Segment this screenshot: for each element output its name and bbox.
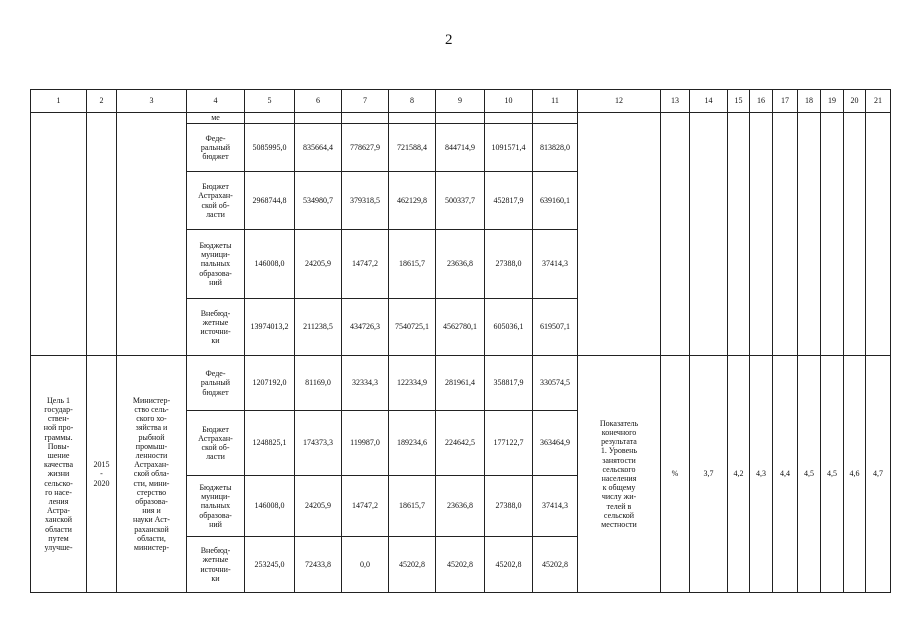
empty-cell <box>389 113 436 124</box>
amount-total: 1207192,0 <box>245 356 295 411</box>
amount-2020: 813828,0 <box>533 124 578 172</box>
col-num-11: 11 <box>533 90 578 113</box>
col-num-6: 6 <box>295 90 342 113</box>
col-num-3: 3 <box>117 90 187 113</box>
col-num-13: 13 <box>661 90 690 113</box>
top-goal-cell <box>31 113 87 356</box>
executor-text: Министер- ство сель- ского хо- зяйства и рыбной промыш- ленности Астрахан- ской обла- сти, мини- стерство образова- ния и науки Аст- раханской области, министер- <box>117 356 187 593</box>
amount-2015: 24205,9 <box>295 230 342 299</box>
amount-2016: 778627,9 <box>342 124 389 172</box>
amount-2020: 45202,8 <box>533 537 578 593</box>
top-value-cell <box>750 113 773 356</box>
col-num-5: 5 <box>245 90 295 113</box>
amount-total: 13974013,2 <box>245 299 295 356</box>
funding-source: Внебюд- жетные источни- ки <box>187 299 245 356</box>
amount-2019: 452817,9 <box>485 172 533 230</box>
amount-2017: 18615,7 <box>389 230 436 299</box>
amount-2020: 37414,3 <box>533 230 578 299</box>
amount-2016: 119987,0 <box>342 411 389 476</box>
unit-text: % <box>661 356 690 593</box>
col-num-19: 19 <box>821 90 844 113</box>
amount-2016: 379318,5 <box>342 172 389 230</box>
amount-2016: 0,0 <box>342 537 389 593</box>
indicator-text: Показатель конечного результата 1. Уровень занятости сельского населения к общему числу жи- телей в сельской местности <box>578 356 661 593</box>
amount-2015: 174373,3 <box>295 411 342 476</box>
goal-row-federal <box>31 356 891 411</box>
continuation-row <box>31 113 891 124</box>
amount-2015: 72433,8 <box>295 537 342 593</box>
amount-total: 2968744,8 <box>245 172 295 230</box>
empty-cell <box>342 113 389 124</box>
col-num-2: 2 <box>87 90 117 113</box>
top-value-cell <box>821 113 844 356</box>
amount-2018: 4562780,1 <box>436 299 485 356</box>
col-num-21: 21 <box>866 90 891 113</box>
top-value-cell <box>773 113 798 356</box>
empty-cell <box>533 113 578 124</box>
funding-source: Феде- ральный бюджет <box>187 356 245 411</box>
amount-2020: 619507,1 <box>533 299 578 356</box>
col-num-10: 10 <box>485 90 533 113</box>
indicator-2017: 4,4 <box>773 356 798 593</box>
col-num-7: 7 <box>342 90 389 113</box>
col-num-1: 1 <box>31 90 87 113</box>
amount-2019: 177122,7 <box>485 411 533 476</box>
amount-2020: 37414,3 <box>533 476 578 537</box>
funding-source: Бюджет Астрахан- ской об- ласти <box>187 172 245 230</box>
amount-2019: 45202,8 <box>485 537 533 593</box>
amount-2016: 14747,2 <box>342 476 389 537</box>
amount-2016: 14747,2 <box>342 230 389 299</box>
top-value-cell <box>690 113 728 356</box>
amount-2019: 605036,1 <box>485 299 533 356</box>
top-indicator-cell <box>578 113 661 356</box>
amount-2015: 24205,9 <box>295 476 342 537</box>
page-number: 2 <box>445 32 453 48</box>
amount-2017: 721588,4 <box>389 124 436 172</box>
column-number-row <box>31 90 891 113</box>
continuation-text: ме <box>187 113 245 124</box>
funding-source: Внебюд- жетные источни- ки <box>187 537 245 593</box>
amount-2020: 330574,5 <box>533 356 578 411</box>
amount-2019: 27388,0 <box>485 476 533 537</box>
col-num-9: 9 <box>436 90 485 113</box>
top-period-cell <box>87 113 117 356</box>
amount-2016: 32334,3 <box>342 356 389 411</box>
amount-2018: 500337,7 <box>436 172 485 230</box>
goal-text: Цель 1 государ- ствен- ной про- граммы. Повы- шение качества жизни сельско- го насе- ления Астра- ханской области путем улучше- <box>31 356 87 593</box>
amount-2018: 23636,8 <box>436 476 485 537</box>
amount-2015: 835664,4 <box>295 124 342 172</box>
empty-cell <box>436 113 485 124</box>
amount-2017: 18615,7 <box>389 476 436 537</box>
empty-cell <box>485 113 533 124</box>
indicator-base: 3,7 <box>690 356 728 593</box>
amount-2019: 358817,9 <box>485 356 533 411</box>
col-num-18: 18 <box>798 90 821 113</box>
indicator-2016: 4,3 <box>750 356 773 593</box>
amount-2016: 434726,3 <box>342 299 389 356</box>
amount-2015: 211238,5 <box>295 299 342 356</box>
empty-cell <box>245 113 295 124</box>
amount-2018: 224642,5 <box>436 411 485 476</box>
top-value-cell <box>866 113 891 356</box>
amount-total: 253245,0 <box>245 537 295 593</box>
amount-2015: 534980,7 <box>295 172 342 230</box>
col-num-8: 8 <box>389 90 436 113</box>
top-unit-cell <box>661 113 690 356</box>
indicator-2020: 4,6 <box>844 356 866 593</box>
amount-2018: 281961,4 <box>436 356 485 411</box>
amount-total: 1248825,1 <box>245 411 295 476</box>
indicator-2019: 4,5 <box>821 356 844 593</box>
funding-source: Бюджеты муници- пальных образова- ний <box>187 476 245 537</box>
empty-cell <box>295 113 342 124</box>
amount-2018: 23636,8 <box>436 230 485 299</box>
amount-2017: 45202,8 <box>389 537 436 593</box>
amount-total: 146008,0 <box>245 476 295 537</box>
amount-2015: 81169,0 <box>295 356 342 411</box>
col-num-12: 12 <box>578 90 661 113</box>
col-num-20: 20 <box>844 90 866 113</box>
amount-2020: 639160,1 <box>533 172 578 230</box>
program-table <box>30 89 891 593</box>
period-text: 2015 - 2020 <box>87 356 117 593</box>
top-value-cell <box>844 113 866 356</box>
amount-2017: 7540725,1 <box>389 299 436 356</box>
col-num-15: 15 <box>728 90 750 113</box>
amount-2020: 363464,9 <box>533 411 578 476</box>
amount-2019: 27388,0 <box>485 230 533 299</box>
amount-total: 146008,0 <box>245 230 295 299</box>
col-num-4: 4 <box>187 90 245 113</box>
amount-2017: 189234,6 <box>389 411 436 476</box>
col-num-16: 16 <box>750 90 773 113</box>
funding-source: Феде- ральный бюджет <box>187 124 245 172</box>
top-value-cell <box>798 113 821 356</box>
indicator-2021: 4,7 <box>866 356 891 593</box>
amount-2018: 844714,9 <box>436 124 485 172</box>
col-num-17: 17 <box>773 90 798 113</box>
amount-2017: 122334,9 <box>389 356 436 411</box>
amount-2019: 1091571,4 <box>485 124 533 172</box>
amount-2018: 45202,8 <box>436 537 485 593</box>
funding-source: Бюджеты муници- пальных образова- ний <box>187 230 245 299</box>
col-num-14: 14 <box>690 90 728 113</box>
top-value-cell <box>728 113 750 356</box>
top-executor-cell <box>117 113 187 356</box>
amount-total: 5085995,0 <box>245 124 295 172</box>
funding-source: Бюджет Астрахан- ской об- ласти <box>187 411 245 476</box>
indicator-2018: 4,5 <box>798 356 821 593</box>
indicator-2015: 4,2 <box>728 356 750 593</box>
amount-2017: 462129,8 <box>389 172 436 230</box>
